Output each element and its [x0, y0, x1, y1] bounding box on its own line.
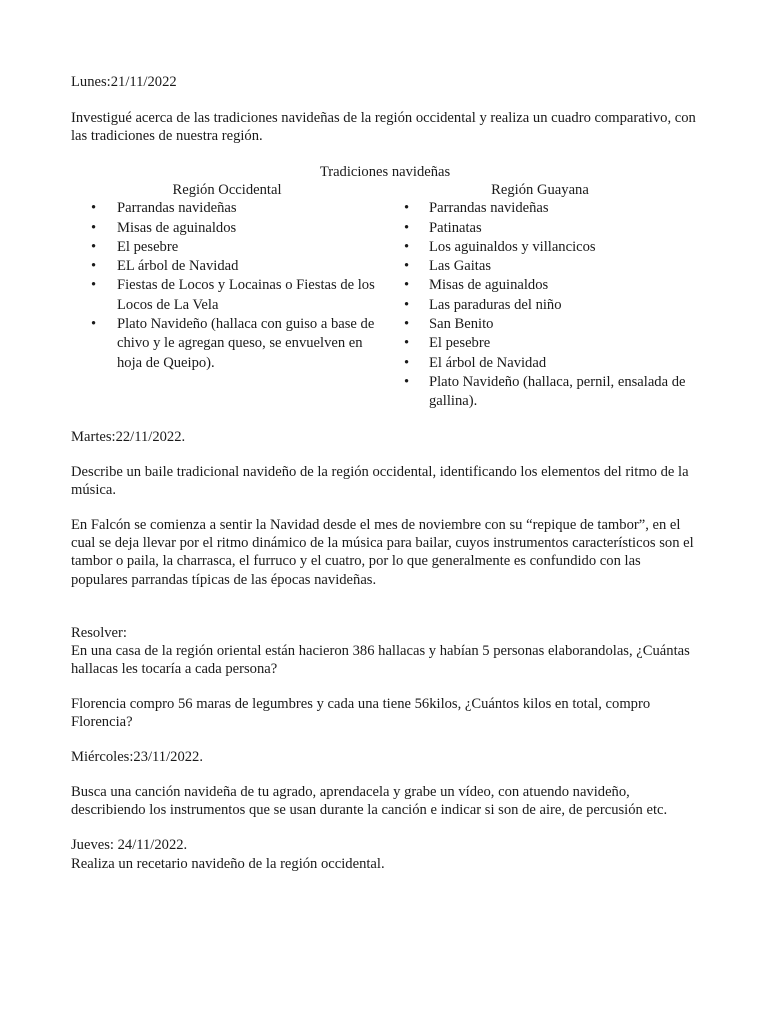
problem-1: En una casa de la región oriental están hacieron 386 hallacas y habían 5 personas elaborandolas, ¿Cuántas hallacas les tocaría a cada persona? [71, 643, 690, 678]
list-item: • El pesebre [389, 334, 697, 353]
list-item: • Plato Navideño (hallaca con guiso a base de chivo y le agregan queso, se envuelven en hoja de Queipo). [71, 315, 383, 373]
table-column-left [71, 181, 389, 373]
wednesday-date: Miércoles:23/11/2022. [71, 749, 203, 765]
monday-date: Lunes:21/11/2022 [71, 74, 177, 90]
table-column-right [389, 181, 707, 411]
list-item: • EL árbol de Navidad [71, 257, 383, 276]
right-column-heading: Región Guayana [491, 182, 589, 198]
list-item: • Misas de aguinaldos [389, 276, 697, 295]
table-title: Tradiciones navideñas [319, 164, 451, 180]
list-item: • Fiestas de Locos y Locainas o Fiestas de los Locos de La Vela [71, 276, 383, 315]
tuesday-task: Describe un baile tradicional navideño de la región occidental, identificando los elementos del ritmo de la música. [71, 464, 689, 499]
left-column-heading: Región Occidental [172, 182, 282, 198]
resolve-label: Resolver: [71, 625, 127, 641]
list-item: • Parrandas navideñas [71, 199, 383, 218]
list-item: • Las paraduras del niño [389, 296, 697, 315]
list-item: • Las Gaitas [389, 257, 697, 276]
thursday-task: Realiza un recetario navideño de la región occidental. [71, 856, 385, 872]
list-item: • El árbol de Navidad [389, 354, 697, 373]
tuesday-answer: En Falcón se comienza a sentir la Navidad desde el mes de noviembre con su “repique de tambor”, en el cual se deja llevar por el ritmo dinámico de la música para bailar, cuyos instrumentos característicos son el tambor o paila, la charrasca, el furruco y el cuatro, por lo que generalmente es confundido con las populares parrandas típicas de las épocas navideñas. [71, 517, 694, 588]
list-item: • El pesebre [71, 238, 383, 257]
list-item: • Misas de aguinaldos [71, 219, 383, 238]
list-item: • Parrandas navideñas [389, 199, 697, 218]
left-column-list [71, 199, 383, 373]
list-item: • Plato Navideño (hallaca, pernil, ensalada de gallina). [389, 373, 697, 412]
list-item: • Patinatas [389, 219, 697, 238]
thursday-date: Jueves: 24/11/2022. [71, 837, 188, 853]
problem-2: Florencia compro 56 maras de legumbres y cada una tiene 56kilos, ¿Cuántos kilos en total, compro Florencia? [71, 696, 651, 731]
monday-task: Investigué acerca de las tradiciones navideñas de la región occidental y realiza un cuadro comparativo, con las tradiciones de nuestra región. [71, 110, 696, 145]
list-item: • Los aguinaldos y villancicos [389, 238, 697, 257]
wednesday-task: Busca una canción navideña de tu agrado, aprendacela y grabe un vídeo, con atuendo navideño, describiendo los instrumentos que se usan durante la canción e indicar si son de aire, de percusión etc. [71, 784, 668, 819]
tuesday-date: Martes:22/11/2022. [71, 429, 186, 445]
right-column-list [389, 199, 697, 411]
list-item: • San Benito [389, 315, 697, 334]
